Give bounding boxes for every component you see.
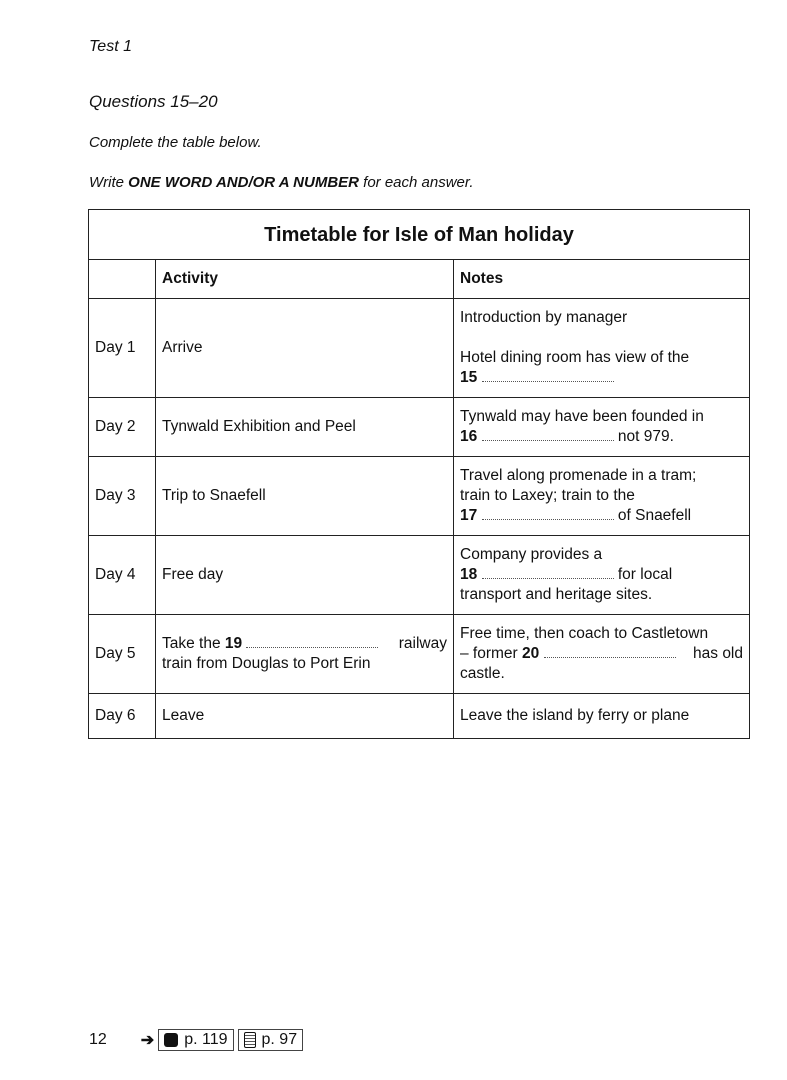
answer-17-blank[interactable] (482, 507, 614, 520)
table-row: Day 3 Trip to Snaefell Travel along promenade in a tram; train to Laxey; train to the 17 of Snaefell (89, 457, 750, 536)
answer-15-blank[interactable] (482, 369, 614, 382)
timetable (88, 209, 750, 739)
table-row: Day 2 Tynwald Exhibition and Peel Tynwald may have been founded in 16 not 979. (89, 398, 750, 457)
table-title: Timetable for Isle of Man holiday (89, 210, 750, 260)
answer-16-blank[interactable] (482, 428, 614, 441)
col-activity: Activity (156, 260, 454, 299)
answer-20-blank[interactable] (544, 645, 676, 658)
table-row: Day 6 Leave Leave the island by ferry or plane (89, 694, 750, 739)
table-row: Day 5 Take the 19 railway train from Douglas to Port Erin Free time, then coach to Castletown – former 20 has old castle. (89, 615, 750, 694)
document-icon (244, 1032, 256, 1048)
instruction-word-limit: Write ONE WORD AND/OR A NUMBER for each answer. (89, 174, 474, 191)
answer-18-blank[interactable] (482, 566, 614, 579)
instruction: Complete the table below. (89, 134, 262, 151)
table-row: Day 4 Free day Company provides a 18 for local transport and heritage sites. (89, 536, 750, 615)
test-label: Test 1 (89, 38, 132, 55)
footer (89, 1029, 303, 1051)
answer-key-ref[interactable]: p. 119 (158, 1029, 233, 1051)
questions-heading: Questions 15–20 (89, 92, 218, 111)
page-number: 12 (89, 1031, 107, 1048)
transcript-ref[interactable]: p. 97 (238, 1029, 304, 1051)
arrow-icon: ➔ (140, 1032, 155, 1049)
col-notes: Notes (454, 260, 750, 299)
table-row: Day 1 Arrive Introduction by manager Hotel dining room has view of the 15 (89, 299, 750, 398)
pencil-icon (164, 1033, 178, 1047)
answer-19-blank[interactable] (246, 635, 378, 648)
